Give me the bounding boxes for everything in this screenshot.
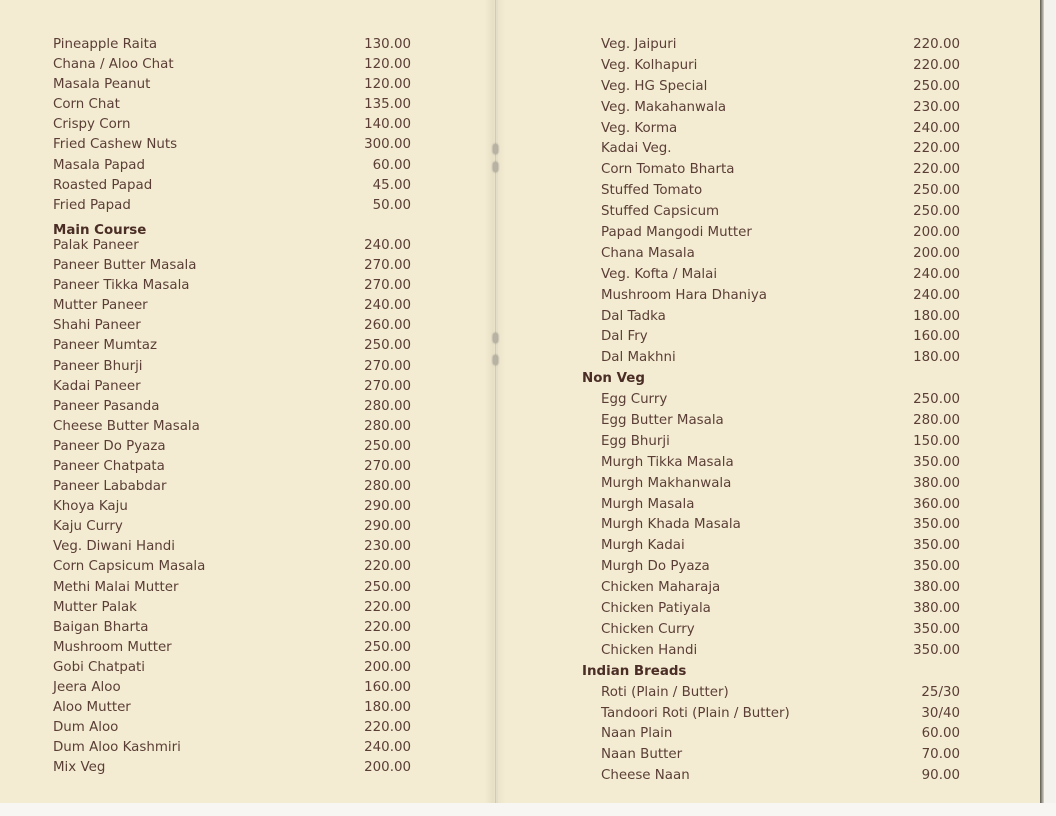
menu-item — [53, 298, 411, 318]
menu-item — [53, 740, 411, 760]
menu-item — [53, 459, 411, 479]
item-price: 200.00 — [913, 225, 960, 241]
item-price: 350.00 — [913, 454, 960, 470]
menu-item — [53, 318, 411, 338]
menu-item — [582, 58, 960, 79]
left-page-menu — [53, 37, 411, 780]
item-price: 140.00 — [364, 117, 411, 133]
menu-item — [582, 455, 960, 476]
item-name: Fried Papad — [53, 197, 131, 213]
item-price: 220.00 — [913, 37, 960, 52]
item-price: 220.00 — [913, 141, 960, 157]
item-price: 150.00 — [913, 433, 960, 449]
item-price: 350.00 — [913, 517, 960, 533]
menu-item — [582, 37, 960, 58]
item-name: Cheese Naan — [601, 768, 690, 784]
item-name: Mutter Paneer — [53, 298, 148, 314]
menu-item — [582, 622, 960, 643]
menu-item — [53, 379, 411, 399]
item-price: 270.00 — [364, 258, 411, 274]
item-name: Dal Tadka — [601, 308, 666, 324]
menu-item — [582, 559, 960, 580]
item-name: Chicken Maharaja — [601, 580, 721, 596]
menu-item — [53, 117, 411, 137]
item-name: Roti (Plain / Butter) — [601, 684, 729, 700]
item-price: 90.00 — [921, 768, 960, 784]
menu-item — [53, 258, 411, 278]
menu-item — [582, 476, 960, 497]
page-edge — [1040, 0, 1044, 803]
menu-item — [53, 580, 411, 600]
item-price: 250.00 — [913, 183, 960, 199]
menu-item — [53, 338, 411, 358]
item-price: 120.00 — [364, 77, 411, 93]
item-name: Khoya Kaju — [53, 499, 128, 515]
item-name: Egg Bhurji — [601, 433, 670, 449]
staple — [493, 333, 498, 343]
menu-item — [582, 601, 960, 622]
section-heading-indian-breads: Indian Breads — [582, 663, 687, 679]
menu-item — [53, 680, 411, 700]
menu-item — [582, 497, 960, 518]
item-price: 25/30 — [921, 684, 960, 700]
menu-item — [53, 499, 411, 519]
item-name: Chana / Aloo Chat — [53, 57, 174, 73]
scan-margin — [0, 803, 1056, 816]
item-name: Veg. Diwani Handi — [53, 539, 176, 555]
item-name: Methi Malai Mutter — [53, 579, 179, 595]
menu-item — [582, 726, 960, 747]
item-name: Shahi Paneer — [53, 318, 141, 334]
menu-item — [582, 288, 960, 309]
item-name: Mushroom Mutter — [53, 639, 172, 655]
item-name: Stuffed Capsicum — [601, 204, 720, 220]
menu-item — [582, 538, 960, 559]
menu-item — [582, 204, 960, 225]
item-name: Chicken Handi — [601, 642, 698, 658]
item-name: Veg. Kolhapuri — [601, 57, 698, 73]
menu-item — [582, 768, 960, 789]
item-price: 220.00 — [364, 559, 411, 575]
menu-item — [582, 413, 960, 434]
staple — [493, 144, 498, 154]
item-price: 45.00 — [372, 177, 411, 193]
menu-item — [582, 100, 960, 121]
item-price: 30/40 — [921, 705, 960, 721]
item-name: Aloo Mutter — [53, 700, 131, 716]
item-name: Naan Plain — [601, 726, 673, 742]
menu-item — [53, 37, 411, 57]
item-name: Paneer Chatpata — [53, 458, 165, 474]
item-price: 135.00 — [364, 97, 411, 113]
menu-item — [53, 158, 411, 178]
item-price: 220.00 — [364, 599, 411, 615]
item-price: 290.00 — [364, 499, 411, 515]
item-name: Murgh Tikka Masala — [601, 454, 734, 470]
staple — [493, 355, 498, 365]
menu-item — [582, 392, 960, 413]
menu-item — [53, 238, 411, 258]
item-price: 300.00 — [364, 137, 411, 153]
menu-item — [53, 278, 411, 298]
item-price: 240.00 — [913, 120, 960, 136]
item-name: Mix Veg — [53, 760, 106, 776]
item-price: 350.00 — [913, 559, 960, 575]
menu-item — [582, 747, 960, 768]
item-name: Veg. Makahanwala — [601, 99, 727, 115]
item-price: 60.00 — [372, 157, 411, 173]
menu-item — [582, 267, 960, 288]
item-name: Tandoori Roti (Plain / Butter) — [601, 705, 790, 721]
item-name: Egg Curry — [601, 392, 668, 408]
menu-item — [582, 580, 960, 601]
item-price: 250.00 — [364, 639, 411, 655]
item-name: Veg. Korma — [601, 120, 678, 136]
item-name: Corn Tomato Bharta — [601, 162, 735, 178]
item-name: Paneer Mumtaz — [53, 338, 157, 354]
item-price: 350.00 — [913, 642, 960, 658]
item-price: 240.00 — [913, 287, 960, 303]
item-price: 220.00 — [364, 720, 411, 736]
item-name: Mutter Palak — [53, 599, 137, 615]
menu-item — [53, 57, 411, 77]
item-price: 60.00 — [921, 726, 960, 742]
item-price: 260.00 — [364, 318, 411, 334]
menu-item — [582, 225, 960, 246]
item-price: 270.00 — [364, 458, 411, 474]
item-price: 250.00 — [364, 338, 411, 354]
menu-item — [53, 720, 411, 740]
item-name: Mushroom Hara Dhaniya — [601, 287, 767, 303]
menu-item — [53, 137, 411, 157]
staple — [493, 162, 498, 172]
item-price: 230.00 — [364, 539, 411, 555]
item-name: Paneer Lababdar — [53, 479, 167, 495]
menu-item — [53, 439, 411, 459]
menu-item — [582, 350, 960, 371]
item-name: Paneer Pasanda — [53, 398, 160, 414]
item-name: Dum Aloo — [53, 720, 119, 736]
item-price: 160.00 — [913, 329, 960, 345]
item-price: 250.00 — [913, 204, 960, 220]
item-price: 250.00 — [913, 392, 960, 408]
item-price: 220.00 — [364, 619, 411, 635]
item-name: Dal Makhni — [601, 350, 676, 366]
item-price: 120.00 — [364, 57, 411, 73]
item-name: Baigan Bharta — [53, 619, 149, 635]
item-name: Murgh Do Pyaza — [601, 559, 710, 575]
item-price: 280.00 — [364, 398, 411, 414]
item-name: Crispy Corn — [53, 117, 131, 133]
menu-item — [53, 399, 411, 419]
menu-item — [53, 559, 411, 579]
menu-item — [53, 77, 411, 97]
item-price: 230.00 — [913, 99, 960, 115]
item-price: 270.00 — [364, 358, 411, 374]
item-price: 160.00 — [364, 680, 411, 695]
menu-item — [53, 198, 411, 218]
menu-item — [53, 700, 411, 720]
item-name: Cheese Butter Masala — [53, 418, 200, 434]
item-name: Chicken Curry — [601, 621, 695, 637]
item-name: Kaju Curry — [53, 519, 123, 535]
menu-item — [53, 359, 411, 379]
menu-item — [53, 419, 411, 439]
item-price: 50.00 — [372, 197, 411, 213]
item-name: Paneer Do Pyaza — [53, 438, 166, 454]
item-price: 280.00 — [913, 413, 960, 429]
item-price: 180.00 — [913, 350, 960, 366]
item-price: 240.00 — [364, 740, 411, 756]
item-price: 200.00 — [913, 245, 960, 261]
menu-item — [582, 434, 960, 455]
menu-item — [53, 97, 411, 117]
item-price: 70.00 — [921, 747, 960, 763]
item-name: Fried Cashew Nuts — [53, 137, 178, 153]
item-name: Naan Butter — [601, 747, 683, 763]
item-name: Jeera Aloo — [53, 680, 121, 695]
item-price: 270.00 — [364, 278, 411, 294]
item-price: 220.00 — [913, 57, 960, 73]
item-name: Kadai Veg. — [601, 141, 672, 157]
item-name: Dal Fry — [601, 329, 648, 345]
item-name: Veg. Jaipuri — [601, 37, 677, 52]
item-price: 250.00 — [913, 78, 960, 94]
menu-item — [582, 141, 960, 162]
item-name: Roasted Papad — [53, 177, 153, 193]
item-name: Murgh Masala — [601, 496, 695, 512]
item-price: 200.00 — [364, 760, 411, 776]
item-name: Veg. Kofta / Malai — [601, 266, 718, 282]
item-price: 220.00 — [913, 162, 960, 178]
menu-item — [582, 643, 960, 664]
menu-item — [53, 620, 411, 640]
menu-item — [582, 517, 960, 538]
item-price: 350.00 — [913, 538, 960, 554]
item-price: 240.00 — [364, 298, 411, 314]
menu-item — [53, 519, 411, 539]
item-price: 380.00 — [913, 580, 960, 596]
item-price: 380.00 — [913, 601, 960, 617]
item-name: Masala Papad — [53, 157, 146, 173]
item-name: Palak Paneer — [53, 237, 139, 253]
menu-item — [53, 760, 411, 780]
menu-item — [582, 706, 960, 727]
item-name: Corn Capsicum Masala — [53, 559, 206, 575]
item-name: Pineapple Raita — [53, 37, 158, 52]
item-name: Papad Mangodi Mutter — [601, 225, 752, 241]
item-price: 280.00 — [364, 418, 411, 434]
menu-item — [53, 178, 411, 198]
item-name: Dum Aloo Kashmiri — [53, 740, 181, 756]
menu-item — [582, 79, 960, 100]
booklet-spine — [495, 0, 498, 803]
item-price: 360.00 — [913, 496, 960, 512]
menu-item — [582, 162, 960, 183]
menu-item — [53, 539, 411, 559]
item-name: Paneer Butter Masala — [53, 258, 197, 274]
menu-item — [53, 479, 411, 499]
item-name: Paneer Bhurji — [53, 358, 143, 374]
section-heading-main-course: Main Course — [53, 222, 147, 238]
section-heading-non-veg: Non Veg — [582, 371, 645, 387]
right-page-menu — [582, 37, 960, 789]
item-name: Masala Peanut — [53, 77, 151, 93]
menu-item — [53, 660, 411, 680]
item-price: 270.00 — [364, 378, 411, 394]
item-name: Murgh Makhanwala — [601, 475, 732, 491]
item-price: 250.00 — [364, 438, 411, 454]
menu-item — [582, 329, 960, 350]
item-price: 250.00 — [364, 579, 411, 595]
item-name: Gobi Chatpati — [53, 659, 146, 675]
menu-item — [582, 685, 960, 706]
item-name: Murgh Khada Masala — [601, 517, 741, 533]
item-name: Chicken Patiyala — [601, 601, 711, 617]
item-price: 280.00 — [364, 479, 411, 495]
menu-item — [582, 246, 960, 267]
item-price: 350.00 — [913, 621, 960, 637]
item-name: Corn Chat — [53, 97, 120, 113]
item-name: Egg Butter Masala — [601, 413, 724, 429]
item-price: 290.00 — [364, 519, 411, 535]
menu-item — [53, 600, 411, 620]
item-name: Veg. HG Special — [601, 78, 708, 94]
item-price: 130.00 — [364, 37, 411, 52]
item-price: 180.00 — [364, 700, 411, 716]
menu-item — [582, 121, 960, 142]
item-name: Kadai Paneer — [53, 378, 141, 394]
item-price: 240.00 — [913, 266, 960, 282]
item-price: 180.00 — [913, 308, 960, 324]
item-price: 240.00 — [364, 237, 411, 253]
item-price: 200.00 — [364, 659, 411, 675]
item-price: 380.00 — [913, 475, 960, 491]
item-name: Stuffed Tomato — [601, 183, 703, 199]
item-name: Murgh Kadai — [601, 538, 685, 554]
menu-item — [582, 183, 960, 204]
item-name: Chana Masala — [601, 245, 695, 261]
item-name: Paneer Tikka Masala — [53, 278, 190, 294]
menu-item — [582, 309, 960, 330]
menu-item — [53, 640, 411, 660]
